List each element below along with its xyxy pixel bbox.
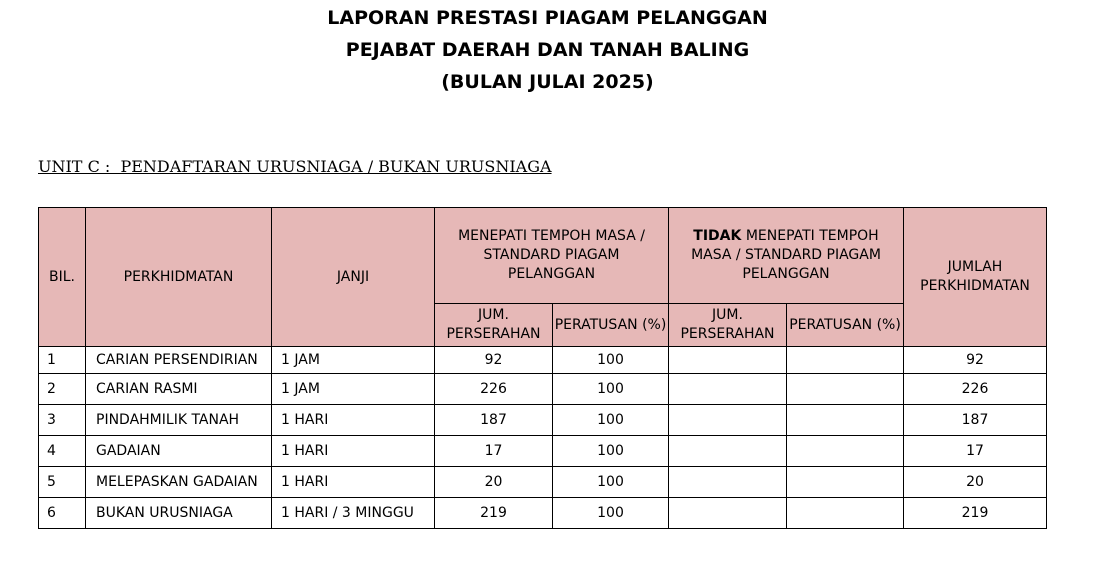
cell-jumlah: 92 [904,347,1047,374]
cell-tidak-jum [669,498,787,529]
cell-bil: 5 [39,467,86,498]
header-menepati: MENEPATI TEMPOH MASA / STANDARD PIAGAM PELANGGAN [435,208,669,304]
cell-tidak-jum [669,405,787,436]
cell-jum: 92 [435,347,553,374]
cell-jumlah: 187 [904,405,1047,436]
cell-bil: 2 [39,374,86,405]
cell-perkhidmatan: CARIAN RASMI [86,374,272,405]
cell-tidak-jum [669,467,787,498]
unit-label: UNIT C : PENDAFTARAN URUSNIAGA / BUKAN URUSNIAGA [38,157,552,176]
cell-tidak-peratus [787,467,904,498]
header-peratusan: PERATUSAN (%) [553,304,669,347]
table-row [39,405,1047,436]
cell-tidak-peratus [787,498,904,529]
header-janji: JANJI [272,208,435,347]
cell-jumlah: 17 [904,436,1047,467]
cell-tidak-jum [669,374,787,405]
table-row [39,498,1047,529]
cell-bil: 3 [39,405,86,436]
cell-tidak-peratus [787,405,904,436]
cell-peratus: 100 [553,347,669,374]
cell-jum: 17 [435,436,553,467]
cell-peratus: 100 [553,374,669,405]
cell-perkhidmatan: PINDAHMILIK TANAH [86,405,272,436]
cell-bil: 1 [39,347,86,374]
cell-janji: 1 HARI [272,405,435,436]
cell-bil: 6 [39,498,86,529]
cell-perkhidmatan: BUKAN URUSNIAGA [86,498,272,529]
cell-janji: 1 HARI / 3 MINGGU [272,498,435,529]
header-bil: BIL. [39,208,86,347]
header-jumlah: JUMLAH PERKHIDMATAN [904,208,1047,347]
cell-jum: 187 [435,405,553,436]
header-tidak-jum-perserahan: JUM. PERSERAHAN [669,304,787,347]
cell-perkhidmatan: MELEPASKAN GADAIAN [86,467,272,498]
table-row [39,436,1047,467]
cell-tidak-jum [669,347,787,374]
cell-jum: 20 [435,467,553,498]
table-row [39,467,1047,498]
performance-table [38,207,1047,529]
header-tidak-menepati [669,208,904,304]
cell-tidak-jum [669,436,787,467]
table-row [39,374,1047,405]
cell-janji: 1 JAM [272,374,435,405]
header-tidak-rest: MENEPATI TEMPOH MASA / STANDARD PIAGAM PELANGGAN [691,228,881,282]
header-perkhidmatan: PERKHIDMATAN [86,208,272,347]
cell-janji: 1 HARI [272,436,435,467]
cell-peratus: 100 [553,467,669,498]
cell-perkhidmatan: CARIAN PERSENDIRIAN [86,347,272,374]
cell-peratus: 100 [553,498,669,529]
header-tidak-bold: TIDAK [693,228,742,244]
cell-janji: 1 HARI [272,467,435,498]
cell-tidak-peratus [787,347,904,374]
cell-jumlah: 20 [904,467,1047,498]
cell-tidak-peratus [787,374,904,405]
cell-jum: 219 [435,498,553,529]
table-row [39,347,1047,374]
cell-bil: 4 [39,436,86,467]
cell-perkhidmatan: GADAIAN [86,436,272,467]
office-title: PEJABAT DAERAH DAN TANAH BALING [345,39,750,61]
cell-peratus: 100 [553,436,669,467]
cell-peratus: 100 [553,405,669,436]
cell-jumlah: 219 [904,498,1047,529]
header-jum-perserahan: JUM. PERSERAHAN [435,304,553,347]
month-title: (BULAN JULAI 2025) [441,71,654,93]
header-tidak-peratusan: PERATUSAN (%) [787,304,904,347]
cell-janji: 1 JAM [272,347,435,374]
cell-tidak-peratus [787,436,904,467]
cell-jum: 226 [435,374,553,405]
report-title: LAPORAN PRESTASI PIAGAM PELANGGAN [327,7,768,29]
cell-jumlah: 226 [904,374,1047,405]
